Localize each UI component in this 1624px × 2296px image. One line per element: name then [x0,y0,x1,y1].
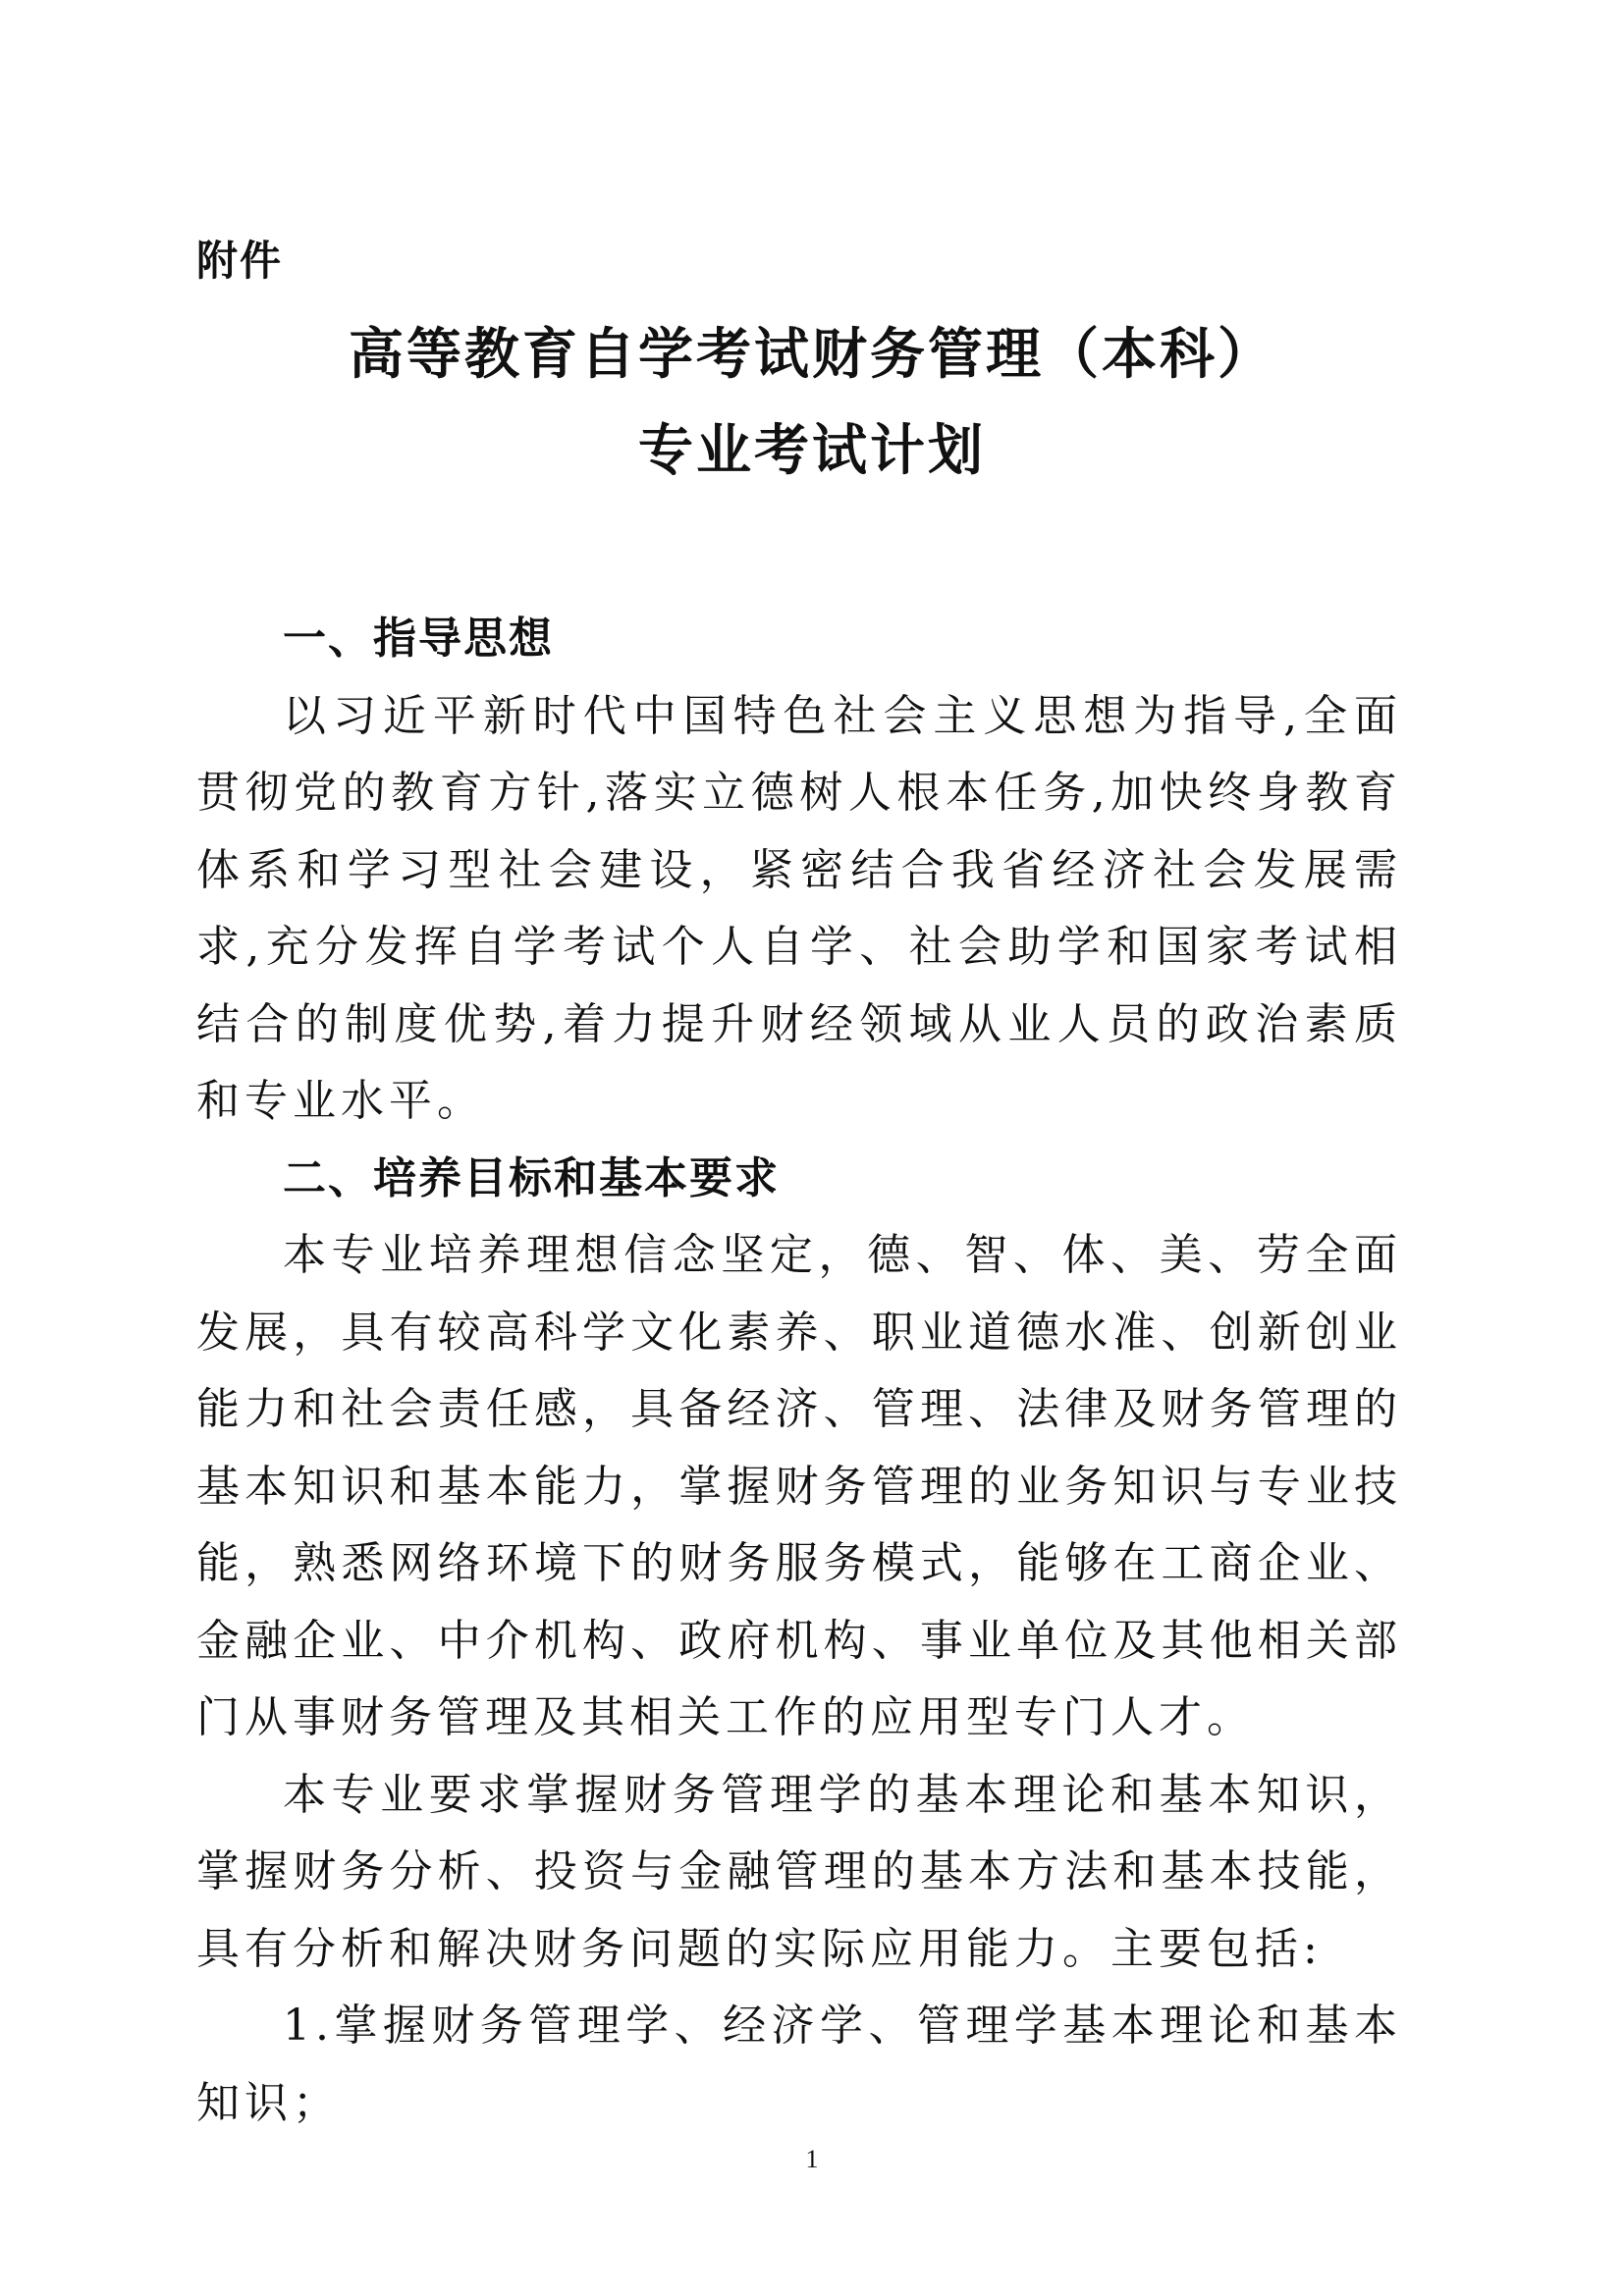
page-number: 1 [805,2145,819,2173]
section-2-heading: 二、培养目标和基本要求 [283,1152,780,1203]
section-1-paragraph: 以习近平新时代中国特色社会主义思想为指导,全面贯彻党的教育方针,落实立德树人根本任务,加快终身教育体系和学习型社会建设，紧密结合我省经济社会发展需求,充分发挥自学考试个人自学、社会助学和国家考试相结合的制度优势,着力提升财经领域从业人员的政治素质和专业水平。 [196,690,1402,1126]
section-2-paragraph-1: 本专业培养理想信念坚定，德、智、体、美、劳全面发展，具有较高科学文化素养、职业道德水准、创新创业能力和社会责任感，具备经济、管理、法律及财务管理的基本知识和基本能力，掌握财务管理的业务知识与专业技能，熟悉网络环境下的财务服务模式，能够在工商企业、金融企业、中介机构、政府机构、事业单位及其他相关部门从事财务管理及其相关工作的应用型专门人才。 [196,1230,1402,1742]
section-1-heading: 一、指导思想 [283,614,554,664]
document-title-line2: 专业考试计划 [638,419,986,483]
attachment-label: 附件 [196,237,284,285]
document-body [196,601,1402,2142]
section-2-paragraph-2: 本专业要求掌握财务管理学的基本理论和基本知识，掌握财务分析、投资与金融管理的基本方法和基本技能，具有分析和解决财务问题的实际应用能力。主要包括: [196,1769,1402,1974]
document-title-line1: 高等教育自学考试财务管理（本科） [349,323,1275,387]
section-2-list-item-1: 1.掌握财务管理学、经济学、管理学基本理论和基本知识； [196,2001,1402,2128]
